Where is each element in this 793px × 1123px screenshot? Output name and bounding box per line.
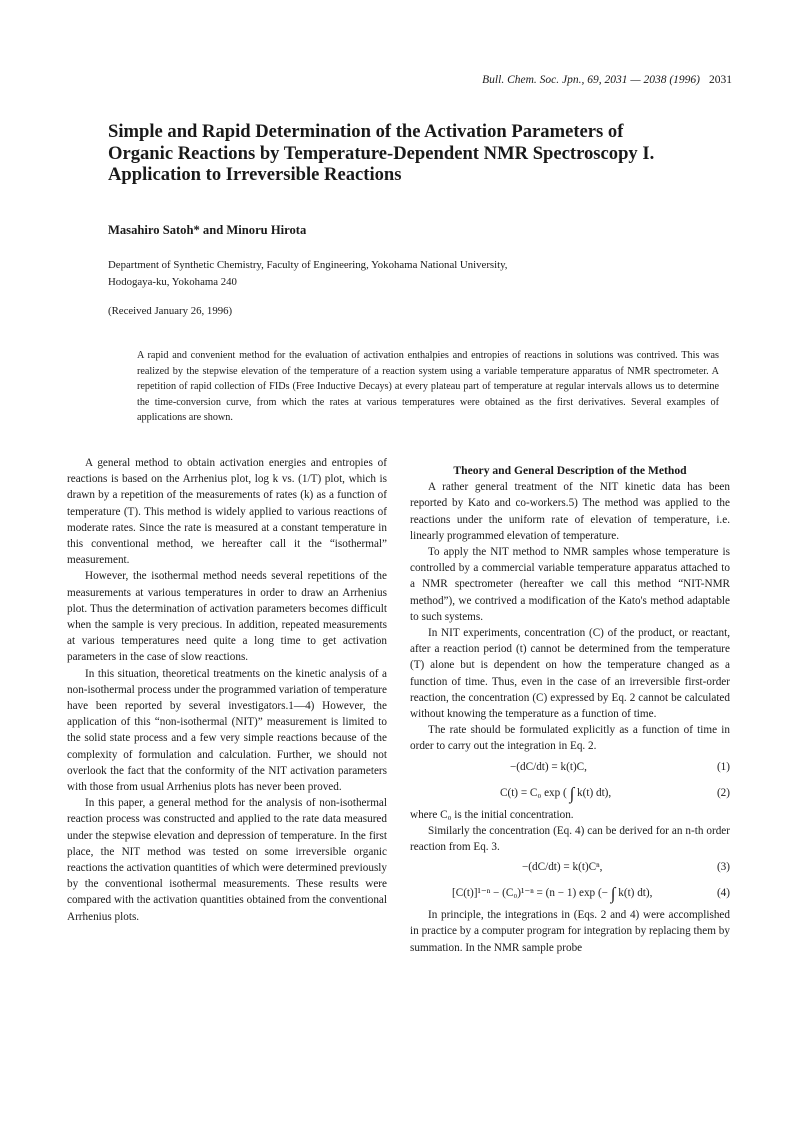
journal-reference: Bull. Chem. Soc. Jpn., 69, 2031 — 2038 (1996) xyxy=(482,74,700,86)
title-line: Simple and Rapid Determination of the Activation Parameters of xyxy=(108,121,624,142)
body-paragraph: In NIT experiments, concentration (C) of the product, or reactant, after a reaction period (t) cannot be determined from the temperature (T) alone but is dependent on how the temperature changed as a function of time. Thus, even in the case of an irreversible first-order reaction, the concentration (C) expressed by Eq. 2 cannot be calculated without knowing the temperature as a function of time. xyxy=(410,627,730,721)
paper-title xyxy=(108,121,748,186)
affiliation-line: Department of Synthetic Chemistry, Faculty of Engineering, Yokohama National University, xyxy=(108,259,508,271)
received-date: (Received January 26, 1996) xyxy=(108,305,233,317)
equation-number: (1) xyxy=(716,760,730,773)
equation-body: −(dC/dt) = k(t)C, xyxy=(510,760,587,773)
body-paragraph: The rate should be formulated explicitly as a function of time in order to carry out the integration in Eq. 2. xyxy=(410,724,730,753)
body-paragraph: In principle, the integrations in (Eqs. 2 and 4) were accomplished in practice by a computer program for integration by replacing them by summation. In the NMR sample probe xyxy=(410,909,730,954)
equation-body xyxy=(500,785,611,801)
equation-part: C(t) = C₀ exp ( xyxy=(500,786,567,799)
equation-part: k(t) dt), xyxy=(618,887,653,900)
body-paragraph: where C₀ is the initial concentration. xyxy=(410,808,574,821)
equation-2 xyxy=(410,781,730,807)
running-head xyxy=(0,74,793,90)
body-paragraph: In this situation, theoretical treatments on the kinetic analysis of a non-isothermal process under the programmed variation of temperature have been reported by several investigators.1—4) However, the application of this “non-isothermal (NIT)” measurement is limited to the solid state process and a few very simple reactions because of the complexity of formulation and calculation. Further, we should not overlook the fact that the conformity of the NIT activation parameters with those from usual Arrhenius plots has never been proved. xyxy=(67,667,387,794)
equation-part: [C(t)]¹⁻ⁿ − (C₀)¹⁻ⁿ = (n − 1) exp (− xyxy=(452,887,608,900)
body-paragraph: To apply the NIT method to NMR samples whose temperature is controlled by a commercial variable temperature apparatus attached to a NMR spectrometer (hereafter we call this method “NIT-NMR method”), we contrived a modification of the Kato's method adaptable to such systems. xyxy=(410,546,730,623)
integral-sign: ∫ xyxy=(569,783,575,803)
section-heading: Theory and General Description of the Method xyxy=(453,464,687,477)
page-number: 2031 xyxy=(709,74,732,86)
left-column xyxy=(67,455,387,925)
equation-number: (3) xyxy=(716,861,730,874)
integral-sign: ∫ xyxy=(610,884,616,904)
authors: Masahiro Satoh* and Minoru Hirota xyxy=(108,223,307,237)
body-paragraph: Similarly the concentration (Eq. 4) can be derived for an n-th order reaction from Eq. 3. xyxy=(410,824,730,854)
body-paragraph: A rather general treatment of the NIT kinetic data has been reported by Kato and co-workers.5) The method was applied to the reactions under the uniform rate of elevation of temperature, i.e. linearly programmed elevation of temperature. xyxy=(410,481,730,542)
title-line: Organic Reactions by Temperature-Dependent NMR Spectroscopy I. xyxy=(108,142,655,164)
affiliation-line: Hodogaya-ku, Yokohama 240 xyxy=(108,276,237,288)
affiliation xyxy=(108,257,668,291)
equation-body: −(dC/dt) = k(t)Cⁿ, xyxy=(522,861,603,874)
body-paragraph: However, the isothermal method needs several repetitions of the measurements at various temperatures in order to draw an Arrhenius plot. Thus the determination of activation parameters becomes difficult when the sample is very precious. In addition, repeated measurements at various temperatures need quite a long time to get activation parameters in the case of slow reactions. xyxy=(67,570,387,664)
equation-4 xyxy=(410,881,730,907)
abstract: A rapid and convenient method for the evaluation of activation enthalpies and entropies of reactions in solutions was contrived. This was realized by the stepwise elevation of the temperature of a reaction system using a variable temperature apparatus of NMR spectrometer. A repetition of rapid collection of FIDs (Free Inductive Decays) at every plateau part of temperature at regular intervals allows us to determine the time-conversion curve, from which the rates at various temperatures were obtained as the first derivatives. Several examples of applications are shown. xyxy=(137,350,719,424)
equation-number: (2) xyxy=(716,786,730,799)
equation-part: k(t) dt), xyxy=(577,786,612,799)
equation-3 xyxy=(410,855,730,881)
equation-1 xyxy=(410,755,730,781)
equation-body xyxy=(452,884,653,904)
equation-number: (4) xyxy=(716,887,730,900)
body-paragraph: A general method to obtain activation energies and entropies of reactions is based on the Arrhenius plot, log k vs. (1/T) plot, which is drawn by a repetition of the measurements of rates (k) as a function of temperature (T). This method is widely applied to various reactions of moderate rates. Since the rate is measured at a constant temperature in this conventional method, we hereafter call it the “isothermal” measurement. xyxy=(67,457,387,567)
body-paragraph: In this paper, a general method for the analysis of non-isothermal reaction process was constructed and applied to the rate data measured under the stepwise elevation and depression of temperature. In the first place, the NIT method was tested on some irreversible organic reactions the activation quantities of which were determined previously by the conventional isothermal measurements. These results were compared with the activation quantities obtained from the conventional Arrhenius plots. xyxy=(67,797,387,923)
title-line: Application to Irreversible Reactions xyxy=(108,164,402,185)
right-column xyxy=(410,463,730,956)
